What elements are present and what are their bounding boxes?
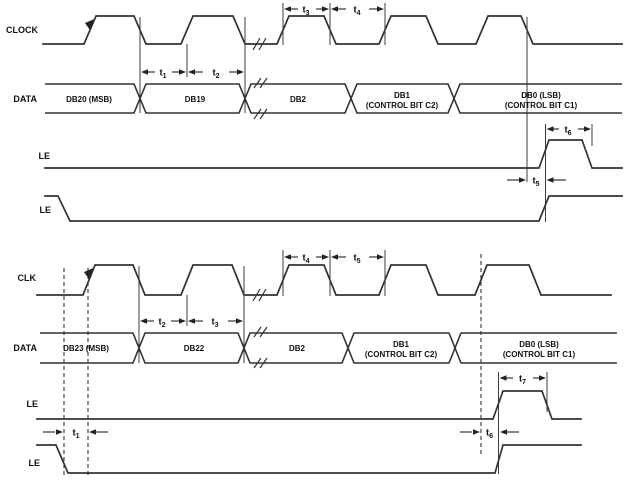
clock-waveform — [43, 16, 622, 44]
dim-arrowhead-icon — [500, 429, 507, 434]
t-sub: 5 — [356, 258, 361, 265]
dim-arrowhead-icon — [331, 254, 338, 259]
t-base: t — [353, 4, 357, 16]
break-slash — [254, 109, 261, 119]
data-cell-db1-sub: (CONTROL BIT C2) — [365, 101, 439, 110]
signal-label-data: DATA — [13, 343, 37, 353]
signal-label-le2: LE — [28, 458, 40, 468]
t-sub: 7 — [522, 379, 527, 386]
signal-label-clock: CLOCK — [6, 25, 38, 35]
timing-label-t4 — [302, 253, 309, 266]
dim-arrowhead-icon — [547, 177, 554, 182]
dim-arrowhead-icon — [141, 69, 148, 74]
timing-label-t1 — [159, 68, 166, 81]
t-sub: 6 — [489, 433, 494, 440]
timing-label-t5 — [353, 253, 360, 266]
timing-label-t2 — [158, 317, 165, 330]
t1-dimension — [141, 68, 186, 81]
signal-label-le1: LE — [26, 399, 38, 409]
data-cell-db23: DB23 (MSB) — [63, 344, 109, 353]
t-sub: 2 — [215, 73, 220, 80]
dim-arrowhead-icon — [473, 429, 480, 434]
t-base: t — [158, 316, 162, 328]
data-cell-db1-sub: (CONTROL BIT C2) — [364, 350, 438, 359]
dim-arrowhead-icon — [284, 6, 291, 11]
t2-dimension — [188, 68, 244, 81]
break-slash — [260, 327, 267, 337]
data-bus-waveform — [40, 327, 617, 368]
dim-arrowhead-icon — [188, 318, 195, 323]
t-sub: 4 — [305, 258, 310, 265]
dim-arrowhead-icon — [377, 6, 384, 11]
signal-label-le2: LE — [39, 205, 51, 215]
timing-label-t4 — [353, 5, 360, 18]
dim-arrowhead-icon — [539, 375, 546, 380]
break-slash — [260, 109, 267, 119]
t-base: t — [532, 175, 536, 187]
dim-arrowhead-icon — [140, 318, 147, 323]
timing-label-t3 — [302, 5, 309, 18]
t-sub: 2 — [161, 322, 166, 329]
le1-waveform — [37, 391, 581, 419]
data-cell-db1: DB1 — [393, 91, 411, 100]
dim-arrowhead-icon — [547, 126, 554, 131]
le1-waveform — [45, 140, 622, 168]
t4-dimension — [331, 5, 384, 18]
t-base: t — [159, 67, 163, 79]
bottom-diagram — [13, 250, 617, 476]
timing-label-t3 — [211, 317, 218, 330]
break-slash — [254, 327, 261, 337]
timing-label-t1 — [72, 428, 79, 441]
t-sub: 1 — [75, 433, 80, 440]
timing-label-t5 — [532, 176, 539, 189]
t1-dimension — [43, 428, 108, 441]
dim-arrowhead-icon — [584, 126, 591, 131]
dim-arrowhead-icon — [56, 429, 63, 434]
dim-arrowhead-icon — [284, 254, 291, 259]
timing-label-t2 — [212, 68, 219, 81]
t-sub: 6 — [567, 130, 572, 137]
t-base: t — [302, 4, 306, 16]
dim-arrowhead-icon — [237, 69, 244, 74]
dim-arrowhead-icon — [500, 375, 507, 380]
dim-arrowhead-icon — [179, 69, 186, 74]
top-diagram — [6, 3, 622, 222]
dim-arrowhead-icon — [377, 254, 384, 259]
t-base: t — [485, 427, 490, 439]
data-cell-db1: DB1 — [392, 340, 410, 349]
data-cell-db2: DB2 — [288, 344, 306, 353]
signal-label-data: DATA — [13, 94, 37, 104]
t-sub: 1 — [162, 73, 167, 80]
dim-arrowhead-icon — [179, 318, 186, 323]
t2-dimension — [140, 317, 186, 330]
t-base: t — [564, 124, 568, 136]
le2-waveform — [37, 445, 581, 473]
dim-arrowhead-icon — [519, 177, 526, 182]
t-sub: 4 — [356, 10, 361, 17]
dim-arrowhead-icon — [89, 429, 96, 434]
clock-waveform — [37, 265, 611, 295]
data-cell-db22: DB22 — [183, 344, 205, 353]
break-slash — [260, 78, 267, 88]
t-base: t — [518, 373, 523, 385]
data-cell-db19: DB19 — [184, 95, 206, 104]
timing-label-t6 — [486, 428, 493, 441]
t5-dimension — [331, 253, 384, 266]
break-slash — [254, 78, 261, 88]
data-cell-db0-sub: (CONTROL BIT C1) — [502, 350, 576, 359]
signal-label-clk: CLK — [17, 273, 36, 283]
t7-dimension — [500, 374, 547, 387]
dim-arrowhead-icon — [322, 254, 329, 259]
timing-label-t6 — [564, 125, 571, 138]
timing-label-t7 — [519, 374, 526, 387]
dim-arrowhead-icon — [322, 6, 329, 11]
t-base: t — [211, 316, 215, 328]
t-sub: 3 — [305, 10, 310, 17]
dim-arrowhead-icon — [188, 69, 195, 74]
t-base: t — [212, 67, 216, 79]
t-base: t — [353, 252, 357, 264]
t3-dimension — [284, 5, 329, 18]
data-cell-db2: DB2 — [289, 95, 307, 104]
t3-dimension — [188, 317, 243, 330]
t-sub: 5 — [535, 181, 540, 188]
dim-arrowhead-icon — [331, 6, 338, 11]
t-base: t — [72, 427, 76, 439]
t6-dimension — [547, 125, 592, 138]
data-bus-waveform — [45, 78, 622, 119]
data-cell-db0-sub: (CONTROL BIT C1) — [504, 101, 578, 110]
signal-label-le1: LE — [38, 151, 50, 161]
t5-dimension — [507, 176, 566, 189]
data-cell-db0: DB0 (LSB) — [519, 340, 559, 349]
data-cell-db0: DB0 (LSB) — [521, 91, 561, 100]
t6-dimension — [460, 428, 519, 441]
le2-waveform — [45, 196, 622, 221]
t-base: t — [302, 252, 306, 264]
t-sub: 3 — [214, 322, 219, 329]
data-cell-db20: DB20 (MSB) — [66, 95, 112, 104]
dim-arrowhead-icon — [236, 318, 243, 323]
t4-dimension — [284, 253, 329, 266]
